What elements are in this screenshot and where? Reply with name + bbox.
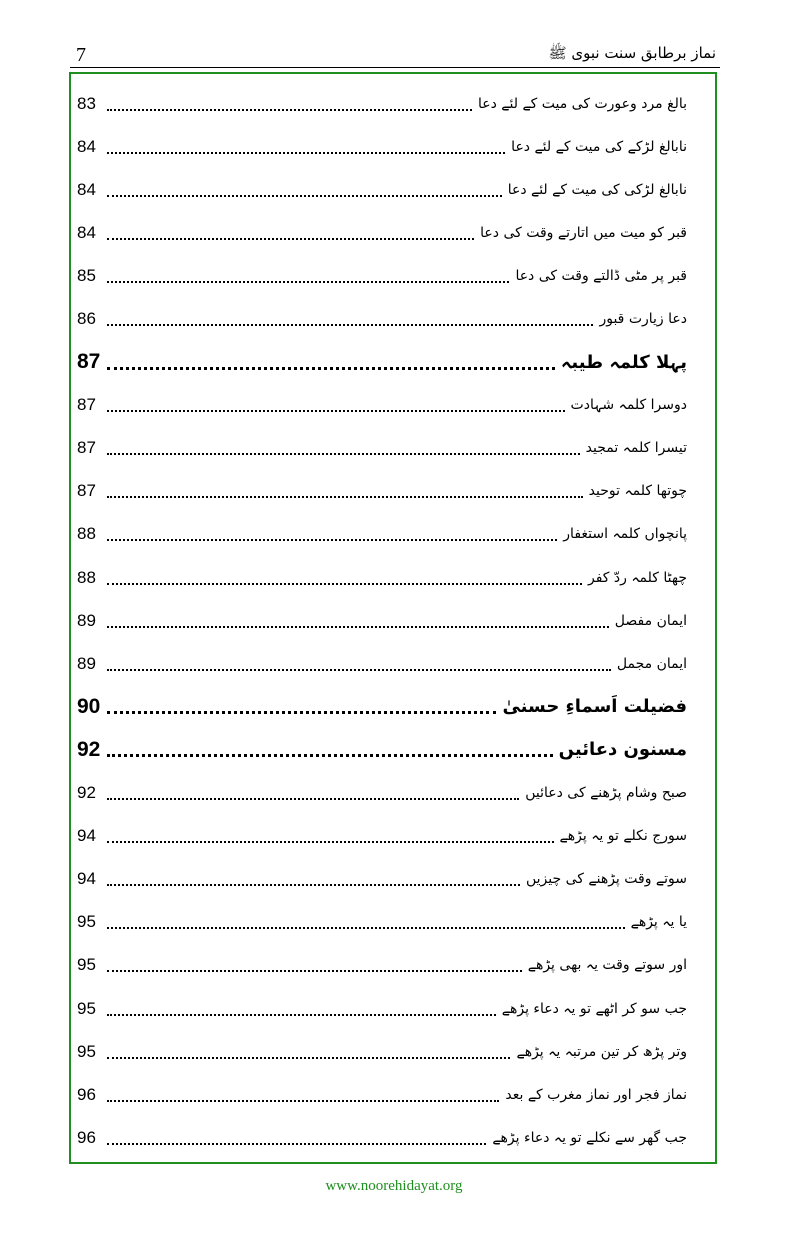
toc-entry-title: چوتھا کلمہ توحید [588, 483, 687, 500]
toc-entry-page-number: 84 [77, 179, 96, 199]
dot-leader [107, 367, 555, 370]
toc-entry[interactable] [71, 556, 715, 599]
header-divider [70, 67, 720, 68]
toc-entry-title: صبح وشام پڑھنے کی دعائیں [525, 785, 687, 802]
dot-leader [107, 539, 557, 541]
toc-entry-title: ایمان مفصل [614, 612, 687, 629]
dot-leader [107, 626, 609, 628]
toc-entry-page-number: 96 [77, 1127, 96, 1147]
toc-section-heading[interactable] [71, 728, 715, 771]
dot-leader [107, 109, 472, 111]
toc-entry-page-number: 90 [77, 694, 101, 718]
toc-section-heading[interactable] [71, 341, 715, 384]
toc-entry-page-number: 95 [77, 912, 96, 932]
toc-entry[interactable] [71, 254, 715, 297]
toc-entry-page-number: 85 [77, 265, 96, 285]
toc-entry-page-number: 87 [77, 350, 101, 374]
toc-entry-title: سوتے وقت پڑھنے کی چیزیں [526, 871, 687, 888]
toc-entry-page-number: 83 [77, 93, 96, 113]
toc-entry-page-number: 89 [77, 653, 96, 673]
dot-leader [107, 195, 502, 197]
toc-entry-title: قبر کو میت میں اتارتے وقت کی دعا [480, 224, 687, 241]
toc-entry-page-number: 94 [77, 869, 96, 889]
toc-entry-page-number: 88 [77, 524, 96, 544]
toc-entry[interactable] [71, 815, 715, 858]
dot-leader [107, 281, 509, 283]
dot-leader [107, 453, 580, 455]
toc-entry-title: نابالغ لڑکی کی میت کے لئے دعا [507, 181, 687, 198]
toc-entry[interactable] [71, 384, 715, 427]
toc-entry[interactable] [71, 125, 715, 168]
toc-entry-title: ایمان مجمل [616, 655, 687, 672]
dot-leader [107, 238, 474, 240]
toc-entry-page-number: 84 [77, 136, 96, 156]
toc-entry-title: جب گھر سے نکلے تو یہ دعاء پڑھے [492, 1129, 687, 1146]
toc-entry[interactable] [71, 513, 715, 556]
toc-entry-page-number: 86 [77, 309, 96, 329]
toc-entry-title: وتر پڑھ کر تین مرتبہ یہ پڑھے [516, 1043, 687, 1060]
dot-leader [107, 970, 522, 972]
dot-leader [107, 927, 625, 929]
toc-entry-page-number: 87 [77, 481, 96, 501]
toc-entry[interactable] [71, 987, 715, 1030]
toc-entry[interactable] [71, 211, 715, 254]
toc-entry[interactable] [71, 470, 715, 513]
dot-leader [107, 1143, 486, 1145]
toc-entry-page-number: 87 [77, 395, 96, 415]
toc-entry-page-number: 92 [77, 737, 101, 761]
toc-entry-page-number: 87 [77, 438, 96, 458]
toc-entry[interactable] [71, 642, 715, 685]
dot-leader [107, 410, 565, 412]
dot-leader [107, 1057, 510, 1059]
toc-entry-title: دعا زیارت قبور [599, 311, 687, 328]
toc-entry-title: پہلا کلمہ طیبہ [560, 351, 687, 373]
toc-entry-title: مسنون دعائیں [558, 739, 687, 761]
running-header-title: نماز برطابق سنت نبوی ﷺ [548, 44, 716, 62]
dot-leader [107, 496, 583, 498]
toc-entry[interactable] [71, 944, 715, 987]
toc-entry[interactable] [71, 599, 715, 642]
toc-entry-title: فضیلت اَسماءِ حسنیٰ [502, 696, 687, 718]
toc-entry-page-number: 95 [77, 955, 96, 975]
toc-entry[interactable] [71, 297, 715, 340]
dot-leader [107, 152, 505, 154]
dot-leader [107, 884, 520, 886]
dot-leader [107, 1014, 496, 1016]
toc-entry-title: یا یہ پڑھے [630, 914, 687, 931]
toc-entry-title: پانچواں کلمہ استغفار [563, 526, 687, 543]
toc-entry-page-number: 88 [77, 567, 96, 587]
toc-entry[interactable] [71, 1030, 715, 1073]
toc-entry-title: بالغ مرد وعورت کی میت کے لئے دعا [478, 95, 687, 112]
toc-entry[interactable] [71, 168, 715, 211]
toc-entry-page-number: 94 [77, 826, 96, 846]
dot-leader [107, 1100, 499, 1102]
dot-leader [107, 669, 611, 671]
dot-leader [107, 798, 519, 800]
toc-entry-title: تیسرا کلمہ تمجید [585, 440, 687, 457]
toc-entry-page-number: 96 [77, 1084, 96, 1104]
toc-entry[interactable] [71, 82, 715, 125]
toc-entry[interactable] [71, 858, 715, 901]
table-of-contents-frame [69, 72, 717, 1164]
toc-entry-title: نابالغ لڑکے کی میت کے لئے دعا [511, 138, 687, 155]
toc-entry-page-number: 84 [77, 222, 96, 242]
toc-entry[interactable] [71, 1116, 715, 1159]
toc-entry-title: قبر پر مٹی ڈالتے وقت کی دعا [515, 267, 687, 284]
toc-entry-title: جب سو کر اٹھے تو یہ دعاء پڑھے [501, 1000, 687, 1017]
toc-entry[interactable] [71, 427, 715, 470]
table-of-contents-list [71, 82, 715, 1159]
toc-entry-title: سورج نکلے تو یہ پڑھے [559, 828, 687, 845]
footer-website-link[interactable]: www.noorehidayat.org [325, 1178, 463, 1194]
dot-leader [107, 324, 593, 326]
toc-entry-page-number: 95 [77, 998, 96, 1018]
dot-leader [107, 754, 553, 757]
toc-entry[interactable] [71, 772, 715, 815]
toc-entry-page-number: 92 [77, 783, 96, 803]
toc-entry[interactable] [71, 901, 715, 944]
toc-entry-title: دوسرا کلمہ شہادت [570, 397, 687, 414]
page-number: 7 [76, 44, 86, 66]
toc-section-heading[interactable] [71, 685, 715, 728]
dot-leader [107, 841, 554, 843]
toc-entry[interactable] [71, 1073, 715, 1116]
toc-entry-title: نماز فجر اور نماز مغرب کے بعد [505, 1086, 687, 1103]
toc-entry-title: چھٹا کلمہ ردّ کفر [587, 569, 687, 586]
toc-entry-page-number: 95 [77, 1041, 96, 1061]
toc-entry-title: اور سوتے وقت یہ بھی پڑھے [527, 957, 687, 974]
dot-leader [107, 711, 496, 714]
dot-leader [107, 583, 582, 585]
toc-entry-page-number: 89 [77, 610, 96, 630]
